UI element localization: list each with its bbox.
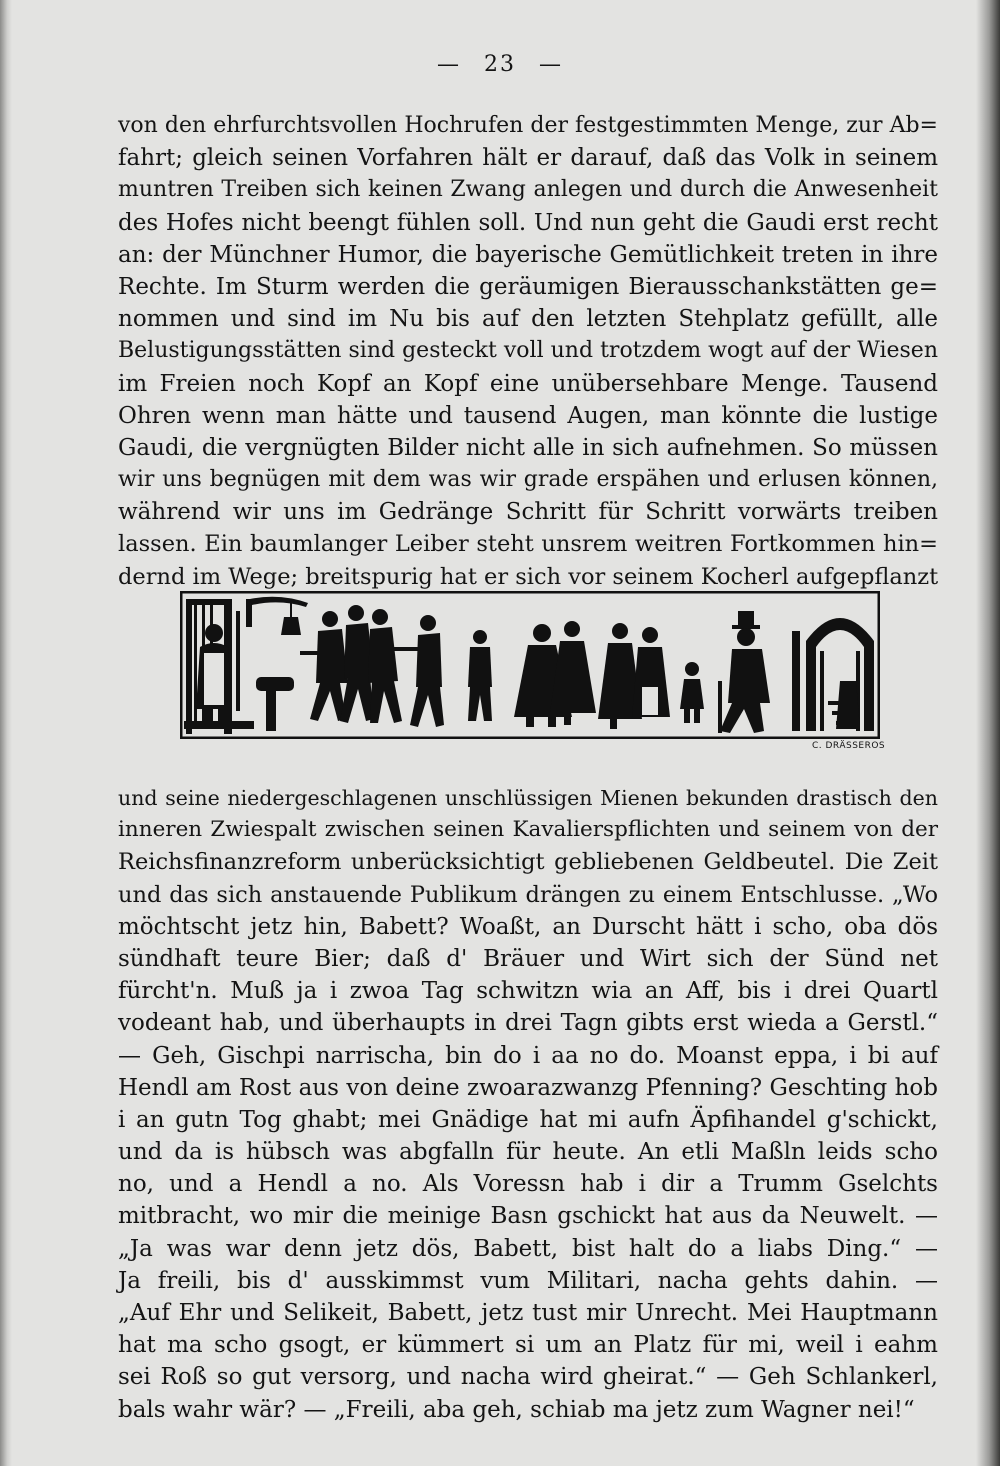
text-line: während wir uns im Gedränge Schritt für Schritt vorwärts treiben — [118, 499, 938, 526]
text-line: vodeant hab, und überhaupts in drei Tagn gibts erst wieda a Gerstl.“ — [118, 1010, 938, 1037]
text-line: no, und a Hendl a no. Als Voressn hab i dir a Trumm Gselchts — [118, 1171, 938, 1198]
text-line: von den ehrfurchtsvollen Hochrufen der festgestimmten Menge, zur Ab= — [118, 113, 938, 138]
text-paragraph-bottom — [118, 782, 938, 1426]
text-line: nommen und sind im Nu bis auf den letzten Stehplatz gefüllt, alle — [118, 306, 938, 333]
text-line: sei Roß so gut versorg, und nacha wird gheirat.“ — Geh Schlankerl, — [118, 1364, 938, 1391]
page-number-header — [0, 52, 1000, 77]
text-line: an: der Münchner Humor, die bayerische Gemütlichkeit treten in ihre — [118, 241, 938, 268]
text-line: Ohren wenn man hätte und tausend Augen, man könnte die lustige — [118, 402, 938, 429]
text-line: und seine niedergeschlagenen unschlüssigen Mienen bekunden drastisch den — [118, 786, 938, 810]
text-line: Gaudi, die vergnügten Bilder nicht alle in sich aufnehmen. So müssen — [118, 434, 938, 461]
text-line: Ja freili, bis d' ausskimmst vum Militari, nacha gehts dahin. — — [118, 1267, 938, 1294]
text-line: Rechte. Im Sturm werden die geräumigen Bierausschankstätten ge= — [118, 273, 938, 300]
silhouette-illustration — [180, 591, 880, 739]
text-line: Belustigungsstätten sind gesteckt voll und trotzdem wogt auf der Wiesen — [118, 338, 938, 364]
page-number-dash-left: — — [437, 52, 461, 77]
text-line: Hendl am Rost aus von deine zwoarazwanzg Pfenning? Geschting hob — [118, 1074, 938, 1101]
text-line: und da is hübsch was abgfalln für heute. An etli Maßln leids scho — [118, 1139, 938, 1166]
hanging-lamp-silhouette — [250, 597, 308, 635]
text-line: im Freien noch Kopf an Kopf eine unübersehbare Menge. Tausend — [118, 370, 938, 397]
text-line: des Hofes nicht beengt fühlen soll. Und nun geht die Gaudi erst recht — [118, 209, 938, 236]
text-line: möchtscht jetz hin, Babett? Woaßt, an Durscht hätt i scho, oba dös — [118, 913, 938, 940]
text-line: wir uns begnügen mit dem was wir grade erspähen und erlusen können, — [118, 467, 938, 493]
page-number-dash-right: — — [539, 52, 563, 77]
text-line: mitbracht, wo mir die meinige Basn gschickt hat aus da Neuwelt. — — [118, 1203, 938, 1230]
text-line: Reichsfinanzreform unberücksichtigt gebliebenen Geldbeutel. Die Zeit — [118, 849, 938, 876]
text-line: bals wahr wär? — „Freili, aba geh, schiab ma jetz zum Wagner nei!“ — [118, 1396, 915, 1423]
text-line: „Ja was war denn jetz dös, Babett, bist halt do a liabs Ding.“ — — [118, 1235, 938, 1262]
church-doorway-silhouette — [792, 618, 874, 731]
text-paragraph-top — [118, 110, 938, 593]
text-line: muntren Treiben sich keinen Zwang anlegen und durch die Anwesenheit — [118, 177, 938, 203]
text-line: fahrt; gleich seinen Vorfahren hält er darauf, daß das Volk in seinem — [118, 145, 938, 172]
text-line: i an gutn Tog ghabt; mei Gnädige hat mi aufn Äpfihandel g'schickt, — [118, 1106, 938, 1133]
illustration-signature: C. DRÄSSEROS — [812, 741, 886, 751]
text-line: „Auf Ehr und Selikeit, Babett, jetz tust mir Unrecht. Mei Hauptmann — [118, 1300, 938, 1326]
binding-edge — [0, 0, 12, 1466]
crowd-silhouette — [300, 605, 770, 733]
text-line: und das sich anstauende Publikum drängen zu einem Entschlusse. „Wo — [118, 881, 938, 908]
text-line: inneren Zwiespalt zwischen seinen Kavalierspflichten und seinem von der — [118, 817, 938, 843]
page-number: 23 — [484, 52, 516, 77]
text-line: dernd im Wege; breitspurig hat er sich vor seinem Kocherl aufgepflanzt — [118, 563, 939, 590]
text-line: sündhaft teure Bier; daß d' Bräuer und Wirt sich der Sünd net — [118, 945, 938, 972]
text-line: fürcht'n. Muß ja i zwoa Tag schwitzn wia an Aff, bis i drei Quartl — [118, 978, 938, 1005]
text-line: hat ma scho gsogt, er kümmert si um an Platz für mi, weil i eahm — [118, 1332, 938, 1359]
page-edge-shadow — [976, 0, 1000, 1466]
text-line: lassen. Ein baumlanger Leiber steht unsrem weitren Fortkommen hin= — [118, 531, 938, 558]
text-line: — Geh, Gischpi narrischa, bin do i aa no do. Moanst eppa, i bi auf — [118, 1042, 938, 1069]
